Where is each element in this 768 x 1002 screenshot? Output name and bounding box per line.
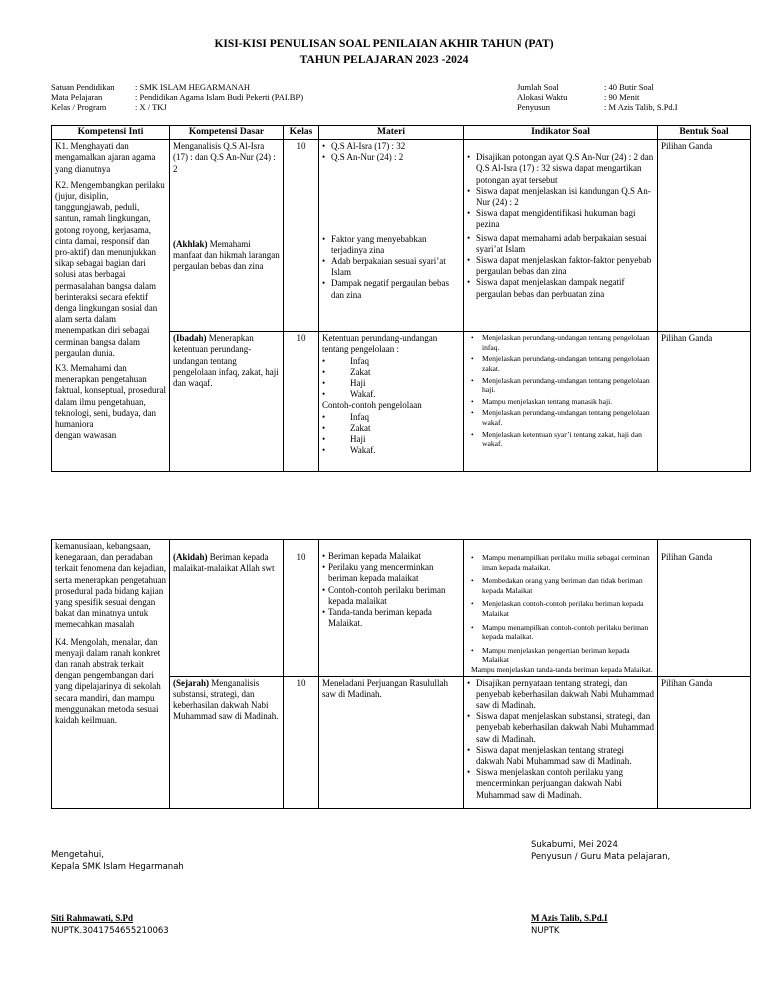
indikator-cell-quran (464, 140, 658, 332)
materi-item: • Wakaf. (322, 389, 460, 400)
indikator-item: • Mampu menjelaskan pengertian beriman kepada Malaikat (471, 646, 654, 665)
materi-item: • Zakat (322, 367, 460, 378)
indikator-item: • Mampu menampilkan perilaku mulia sebagai cerminan iman kepada malaikat. (471, 553, 654, 572)
kelas-cell: 10 (284, 332, 319, 472)
materi-item: • Beriman kepada Malaikat (322, 551, 460, 562)
kd-cell-quran (170, 140, 284, 332)
kd-label-ibadah: (Ibadah) (173, 333, 207, 344)
signature-role-left: Kepala SMK Islam Hegarmanah (51, 862, 184, 872)
indikator-item: • Siswa dapat memahami adab berpakaian sesuai syari’at Islam (467, 233, 654, 255)
materi-item: • Wakaf. (322, 445, 460, 456)
header-materi: Materi (319, 126, 464, 140)
kelas-cell: 10 (284, 676, 319, 808)
kd-desc-akidah: Beriman kepada malaikat-malaikat Allah swt (173, 552, 275, 574)
meta-left (51, 82, 303, 112)
ki2-text: K2. Mengembangkan perilaku (jujur, disiplin, tanggungjawab, peduli, santun, ramah lingkungan, gotong royong, kerjasama, cinta damai, responsif dan pro-aktif) dan menunjukkan sikap sebagai bagian dari solusi atas berbagai permasalahan bangsa dalam berinteraksi secara efektif denga lingkungan sosial dan alam serta dalam menempatkan diri sebagai cerminan bangsa dalam pergaulan dunia. (55, 179, 165, 358)
kisi-kisi-table-part1 (51, 125, 751, 472)
meta-label: Jumlah Soal (517, 82, 559, 92)
signature-role-right: Penyusun / Guru Mata pelajaran, (531, 852, 671, 862)
kd-cell-akidah (170, 540, 284, 677)
meta-value: : 90 Menit (604, 92, 640, 102)
kd-desc-akhlak: Memahami manfaat dan hikmah larangan pergaulan bebas dan zina (173, 238, 280, 272)
materi-item: • Contoh-contoh perilaku beriman kepada malaikat (322, 585, 460, 607)
indikator-item: • Siswa dapat menjelaskan substansi, strategi, dan penyebab keberhasilan dakwah Nabi Muhammad saw di Madinah. (467, 711, 654, 745)
kd-text: Menganalisis Q.S Al-Isra (17) : dan Q.S An-Nur (24) : 2 (173, 141, 276, 174)
signature-name-right: M Azis Talib, S.Pd.I (531, 913, 608, 923)
signature-id-right: NUPTK (531, 926, 560, 936)
indikator-item: • Siswa dapat menjelaskan tentang strategi dakwah Nabi Muhammad saw di Madinah. (467, 745, 654, 767)
indikator-item: • Menjelaskan perundang-undangan tentang pengelolaan haji. (471, 376, 654, 395)
indikator-cell-ibadah (464, 332, 658, 472)
kd-desc-sejarah: Menganalisis substansi, strategi, dan keberhasilan dakwah Nabi Muhammad saw di Madinah. (173, 677, 279, 722)
indikator-item: • Menjelaskan contoh-contoh perilaku beriman kepada Malaikat (471, 599, 654, 618)
materi-item: • Haji (322, 378, 460, 389)
indikator-item: • Membedakan orang yang beriman dan tidak beriman kepada Malaikat (471, 576, 654, 595)
kd-label-akhlak: (Akhlak) (173, 238, 208, 249)
materi-item: • Infaq (322, 356, 460, 367)
header-indikator-soal: Indikator Soal (464, 126, 658, 140)
kd-cell-ibadah (170, 332, 284, 472)
meta-value: : 40 Butir Soal (604, 82, 654, 92)
bentuk-soal-cell: Pilihan Ganda (658, 140, 751, 332)
kelas-value: 10 (296, 552, 306, 562)
bentuk-soal-cell: Pilihan Ganda (658, 676, 751, 808)
ki3-text-continued: kemanusiaan, kebangsaan, kenegaraan, dan peradaban terkait fenomena dan kejadian, serta menerapkan pengetahuan prosedural pada bidang kajian yang spesifik sesuai dengan bakat dan minatnya untuk memecahkan masalah (55, 541, 166, 630)
indikator-cell-sejarah (464, 676, 658, 808)
header-bentuk-soal: Bentuk Soal (658, 126, 751, 140)
signature-name-left: Siti Rahmawati, S.Pd (51, 913, 134, 923)
indikator-item: • Disajikan pernyataan tentang strategi, dan penyebab keberhasilan dakwah Nabi Muhammad saw di Madinah. (467, 678, 654, 712)
meta-label: Penyusun (517, 102, 551, 112)
materi-item: • Q.S An-Nur (24) : 2 (322, 152, 460, 163)
materi-item: • Infaq (322, 412, 460, 423)
kd-desc-ibadah: Menerapkan ketentuan perundang-undangan tentang pengelolaan infaq, zakat, haji dan waqaf. (173, 333, 279, 389)
signature-acknowledged: Mengetahui, (51, 850, 104, 860)
kd-label-akidah: (Akidah) (173, 552, 208, 562)
indikator-item: • Siswa dapat menjelaskan dampak negatif pergaulan bebas dan perbuatan zina (467, 277, 654, 299)
kelas-cell (284, 540, 319, 677)
meta-label: Satuan Pendidikan (51, 82, 115, 92)
materi-item: • Haji (322, 434, 460, 445)
header-kelas: Kelas (284, 126, 319, 140)
materi-cell-akidah (319, 540, 464, 677)
header-kompetensi-dasar: Kompetensi Dasar (170, 126, 284, 140)
header-kompetensi-inti: Kompetensi Inti (52, 126, 170, 140)
indikator-cell-akidah (464, 540, 658, 677)
meta-value: : SMK ISLAM HEGARMANAH (135, 82, 250, 92)
materi-item: • Q.S Al-Isra (17) : 32 (322, 141, 460, 152)
ki1-text: K1. Menghayati dan mengamalkan ajaran agama yang dianutnya (55, 141, 156, 174)
kompetensi-inti-cell-continued (52, 540, 170, 809)
ki4-text: K4. Mengolah, menalar, dan menyaji dalam ranah konkret dan ranah abstrak terkait dengan pengembangan dari yang dipelajarinya di sekolah secara mandiri, dan mampu menggunakan metoda sesuai kaidah keilmuan. (55, 636, 161, 726)
indikator-item: • Mampu menampilkan contoh-contoh perilaku beriman kepada malaikat. (471, 623, 654, 642)
bentuk-soal-cell: Pilihan Ganda (658, 332, 751, 472)
materi-item: • Adab berpakaian sesuai syari’at Islam (322, 256, 460, 278)
indikator-item: Mampu menjelaskan tanda-tanda beriman kepada Malaikat. (471, 664, 653, 674)
materi-cell-quran (319, 140, 464, 332)
signature-date: Sukabumi, Mei 2024 (531, 840, 618, 850)
meta-value: : Pendidikan Agama Islam Budi Pekerti (PAI.BP) (135, 92, 304, 102)
kd-label-sejarah: (Sejarah) (173, 677, 209, 688)
materi-item: • Tanda-tanda beriman kepada Malaikat. (322, 607, 460, 629)
kisi-kisi-table-part2 (51, 539, 751, 809)
indikator-item: • Menjelaskan perundang-undangan tentang pengelolaan infaq. (471, 333, 654, 352)
meta-label: Alokasi Waktu (517, 92, 568, 102)
indikator-item: • Disajikan potongan ayat Q.S An-Nur (24) : 2 dan Q.S Al-Isra (17) : 32 siswa dapat mengartikan potongan ayat tersebut (467, 152, 654, 186)
meta-right (517, 82, 678, 112)
materi-heading: Ketentuan perundang-undangan tentang pengelolaan : (322, 333, 438, 355)
bentuk-value: Pilihan Ganda (661, 552, 713, 562)
materi-cell-ibadah (319, 332, 464, 472)
meta-value: : M Azis Talib, S.Pd.I (604, 102, 678, 112)
kd-text-akhlak (173, 239, 280, 273)
meta-label: Mata Pelajaran (51, 92, 103, 102)
kelas-cell: 10 (284, 140, 319, 332)
ki3-text-end: dengan wawasan (55, 430, 117, 441)
ki3-text: K3. Memahami dan menerapkan pengetahuan faktual, konseptual, prosedural dalam ilmu pengetahuan, teknologi, seni, budaya, dan humaniora (55, 363, 166, 430)
indikator-item: • Siswa dapat menjelaskan faktor-faktor penyebab pergaulan bebas dan zina (467, 255, 654, 277)
signature-id-left: NUPTK.3041754655210063 (51, 926, 169, 936)
meta-label: Kelas / Program (51, 102, 107, 112)
indikator-item: • Menjelaskan perundang-undangan tentang pengelolaan zakat. (471, 354, 654, 373)
document-title: KISI-KISI PENULISAN SOAL PENILAIAN AKHIR TAHUN (PAT) (214, 38, 554, 50)
materi-heading: Contoh-contoh pengelolaan (322, 400, 422, 411)
materi-item: • Faktor yang menyebabkan terjadinya zina (322, 234, 460, 256)
indikator-item: • Mampu menjelaskan tentang manasik haji. (471, 397, 654, 407)
materi-item: • Zakat (322, 423, 460, 434)
materi-item: • Perilaku yang mencerminkan beriman kepada malaikat (322, 562, 460, 584)
bentuk-soal-cell (658, 540, 751, 677)
kd-cell-sejarah (170, 676, 284, 808)
indikator-item: • Siswa dapat mengidentifikasi hukuman bagi pezina (467, 208, 654, 230)
materi-cell-sejarah: Meneladani Perjuangan Rasulullah saw di Madinah. (319, 676, 464, 808)
indikator-item: • Menjelaskan perundang-undangan tentang pengelolaan wakaf. (471, 408, 654, 427)
meta-value: : X / TKJ (135, 102, 167, 112)
indikator-item: • Siswa menjelaskan contoh perilaku yang mencerminkan perjuangan dakwah Nabi Muhammad saw di Madinah. (467, 767, 654, 801)
indikator-item: • Menjelaskan ketentuan syar’i tentang zakat, haji dan wakaf. (471, 430, 654, 449)
document-subtitle: TAHUN PELAJARAN 2023 -2024 (299, 54, 469, 66)
indikator-item: • Siswa dapat menjelaskan isi kandungan Q.S An-Nur (24) : 2 (467, 186, 654, 208)
materi-item: • Dampak negatif pergaulan bebas dan zina (322, 278, 460, 300)
kompetensi-inti-cell (52, 140, 170, 472)
